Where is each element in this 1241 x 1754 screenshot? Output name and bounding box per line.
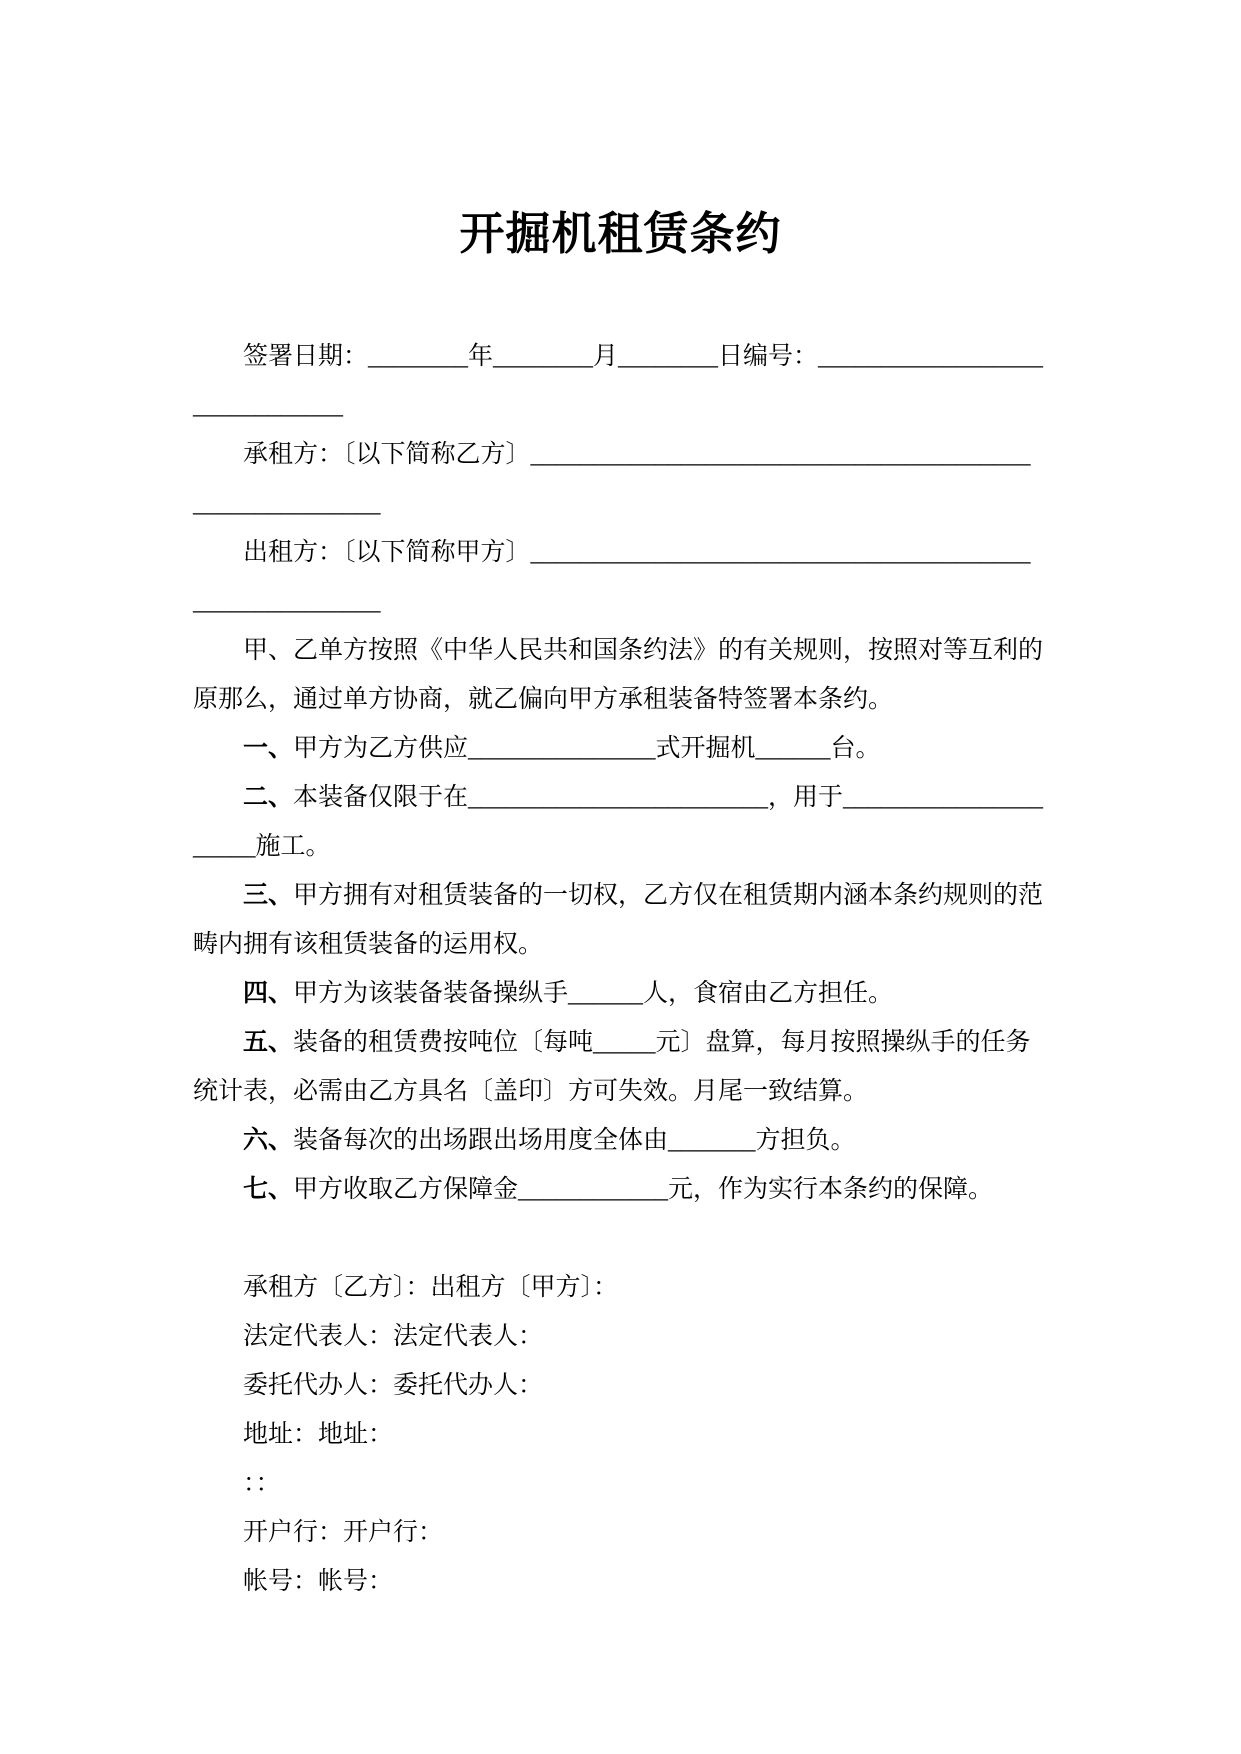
clause-number: 五、: [243, 1029, 294, 1056]
clause-text: 甲方为乙方供应_______________式开掘机______台。: [293, 735, 881, 762]
clause-text: 甲方收取乙方保障金____________元，作为实行本条约的保障。: [293, 1176, 994, 1203]
clause-text: 本装备仅限于在________________________，用于________________: [293, 784, 1044, 811]
clause-number: 二、: [243, 784, 294, 811]
clause-3: [193, 871, 1046, 920]
clause-text: 装备的租赁费按吨位〔每吨_____元〕盘算，每月按照操纵手的任务: [293, 1029, 1031, 1056]
clause-text: 甲方为该装备装备操纵手______人，食宿由乙方担任。: [293, 980, 894, 1007]
lessor-line: 出租方：〔以下简称甲方〕________________________________________: [243, 539, 1031, 566]
clause-number: 三、: [243, 882, 294, 909]
lessee-line: 承租方：〔以下简称乙方〕________________________________________: [243, 441, 1031, 468]
preamble-line-continued: 原那么，通过单方协商，就乙偏向甲方承租装备特签署本条约。: [193, 686, 894, 713]
clause-text: 装备每次的出场跟出场用度全体由_______方担负。: [293, 1127, 856, 1154]
clause-5: [193, 1018, 1046, 1067]
clause-5-continued: 统计表，必需由乙方具名〔盖印〕方可失效。月尾一致结算。: [193, 1078, 869, 1105]
clause-1: [193, 724, 1046, 773]
blank-line: [193, 1214, 1046, 1263]
sign-date-line: 签署日期：________年________月________日编号：__________________: [243, 343, 1044, 370]
page-title: 开掘机租赁条约: [459, 209, 782, 259]
preamble-line: 甲、乙单方按照《中华人民共和国条约法》的有关规则，按照对等互利的: [243, 637, 1044, 664]
clause-2-continued: _____施工。: [193, 833, 331, 860]
clause-7: [193, 1165, 1046, 1214]
signature-address: 地址：地址：: [243, 1421, 394, 1448]
signature-parties: 承租方〔乙方〕：出租方〔甲方〕：: [243, 1274, 619, 1301]
signature-bank: 开户行：开户行：: [243, 1519, 444, 1546]
signature-agent: 委托代办人：委托代办人：: [243, 1372, 544, 1399]
lessor-line-continued: _______________: [193, 588, 381, 615]
lessee-line-continued: _______________: [193, 490, 381, 517]
clause-number: 一、: [243, 735, 294, 762]
clause-4: [193, 969, 1046, 1018]
signature-account: 帐号：帐号：: [243, 1568, 394, 1595]
clause-text: 甲方拥有对租赁装备的一切权，乙方仅在租赁期内涵本条约规则的范: [293, 882, 1044, 909]
clause-number: 六、: [243, 1127, 294, 1154]
clause-3-continued: 畴内拥有该租赁装备的运用权。: [193, 931, 544, 958]
clause-2: [193, 773, 1046, 822]
clause-number: 四、: [243, 980, 294, 1007]
document-body: [193, 332, 1046, 1606]
signature-blank-field: ：：: [243, 1470, 281, 1497]
signature-legal-rep: 法定代表人：法定代表人：: [243, 1323, 544, 1350]
clause-number: 七、: [243, 1176, 294, 1203]
clause-6: [193, 1116, 1046, 1165]
sign-date-line-continued: ____________: [193, 392, 343, 419]
